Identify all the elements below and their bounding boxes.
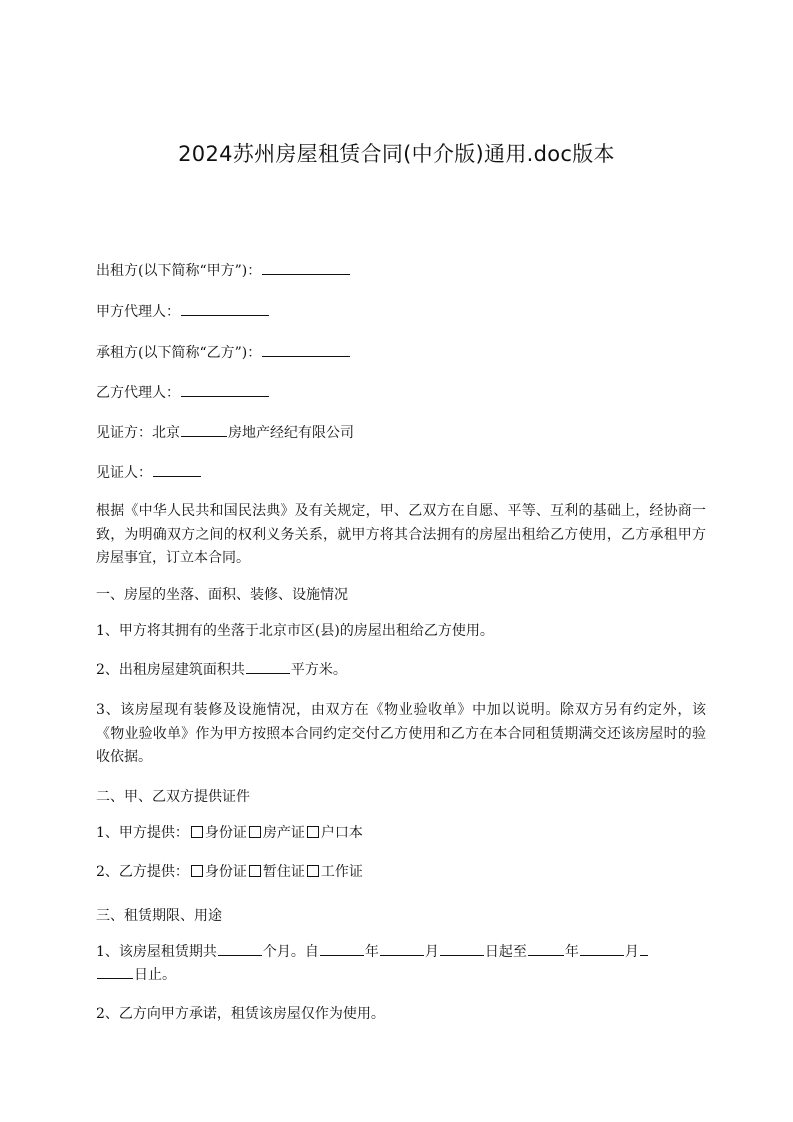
term-text: 1、该房屋租赁期共 [96, 944, 217, 960]
term-text: 月 [624, 944, 639, 960]
section3-item1-row2 [96, 964, 176, 987]
area-suffix: 平方米。 [290, 662, 347, 678]
section2-heading: 二、甲、乙双方提供证件 [96, 789, 250, 805]
witness-blank[interactable] [153, 462, 201, 477]
lessee-label: 承租方(以下简称“乙方”)： [96, 345, 262, 361]
lessee-line [96, 342, 351, 365]
section1-item3: 3、该房屋现有装修及设施情况，由双方在《物业验收单》中加以说明。除双方另有约定外，该《物业验收单》作为甲方按照本合同约定交付乙方使用和乙方在本合同租赁期满交还该房屋时的验收依据。 [96, 702, 706, 765]
start-month-blank[interactable] [380, 941, 424, 956]
section1-item1: 1、甲方将其拥有的坐落于北京市区(县)的房屋出租给乙方使用。 [96, 623, 494, 639]
lessor-label: 出租方(以下简称“甲方”)： [96, 263, 262, 279]
lessor-agent-line [96, 301, 270, 324]
lessee-agent-line [96, 382, 270, 405]
section3-item1-row1 [96, 941, 649, 964]
area-prefix: 2、出租房屋建筑面积共 [96, 662, 245, 678]
term-text: 年 [364, 944, 379, 960]
witness-party-prefix: 见证方：北京 [96, 425, 180, 441]
checkbox[interactable] [307, 865, 319, 877]
option-label: 身份证 [204, 864, 247, 880]
lessor-agent-blank[interactable] [181, 301, 269, 316]
section2-item2 [96, 861, 363, 884]
term-text: 日起至 [484, 944, 527, 960]
lessor-docs-prefix: 1、甲方提供： [96, 825, 189, 841]
checkbox[interactable] [249, 865, 261, 877]
end-year-blank[interactable] [528, 941, 564, 956]
section3-heading: 三、租赁期限、用途 [96, 908, 222, 924]
months-blank[interactable] [218, 941, 262, 956]
term-text: 日止。 [134, 967, 176, 983]
term-text: 年 [564, 944, 579, 960]
checkbox[interactable] [191, 826, 203, 838]
end-day-blank-start[interactable] [640, 941, 648, 956]
start-day-blank[interactable] [440, 941, 484, 956]
option-label: 暂住证 [262, 864, 305, 880]
lessor-blank[interactable] [262, 260, 350, 275]
section3-item2: 2、乙方向甲方承诺，租赁该房屋仅作为使用。 [96, 1006, 385, 1022]
term-text: 月 [424, 944, 439, 960]
lessee-docs-prefix: 2、乙方提供： [96, 864, 189, 880]
area-blank[interactable] [246, 659, 290, 674]
option-label: 身份证 [204, 825, 247, 841]
lessee-agent-label: 乙方代理人： [96, 385, 180, 401]
document-title: 2024苏州房屋租赁合同(中介版)通用.doc版本 [178, 142, 615, 166]
lessor-line [96, 260, 351, 283]
option-label: 户口本 [320, 825, 363, 841]
preamble-paragraph: 根据《中华人民共和国民法典》及有关规定，甲、乙双方在自愿、平等、互利的基础上，经协商一致，为明确双方之间的权利义务关系，就甲方将其合法拥有的房屋出租给乙方使用，乙方承租甲方房屋事宜，订立本合同。 [96, 503, 706, 566]
term-text: 个月。自 [262, 944, 319, 960]
option-label: 工作证 [320, 864, 363, 880]
lessee-blank[interactable] [262, 342, 350, 357]
lessee-agent-blank[interactable] [181, 382, 269, 397]
end-month-blank[interactable] [580, 941, 624, 956]
section1-item2 [96, 659, 347, 682]
witness-party-line [96, 422, 354, 445]
section1-heading: 一、房屋的坐落、面积、装修、设施情况 [96, 587, 348, 603]
witness-line [96, 462, 202, 485]
start-year-blank[interactable] [320, 941, 364, 956]
checkbox[interactable] [191, 865, 203, 877]
lessor-agent-label: 甲方代理人： [96, 304, 180, 320]
checkbox[interactable] [249, 826, 261, 838]
checkbox[interactable] [307, 826, 319, 838]
witness-party-suffix: 房地产经纪有限公司 [228, 425, 354, 441]
section2-item1 [96, 822, 363, 845]
option-label: 房产证 [262, 825, 305, 841]
witness-party-blank[interactable] [181, 422, 227, 437]
end-day-blank[interactable] [97, 964, 133, 979]
witness-label: 见证人： [96, 465, 152, 481]
